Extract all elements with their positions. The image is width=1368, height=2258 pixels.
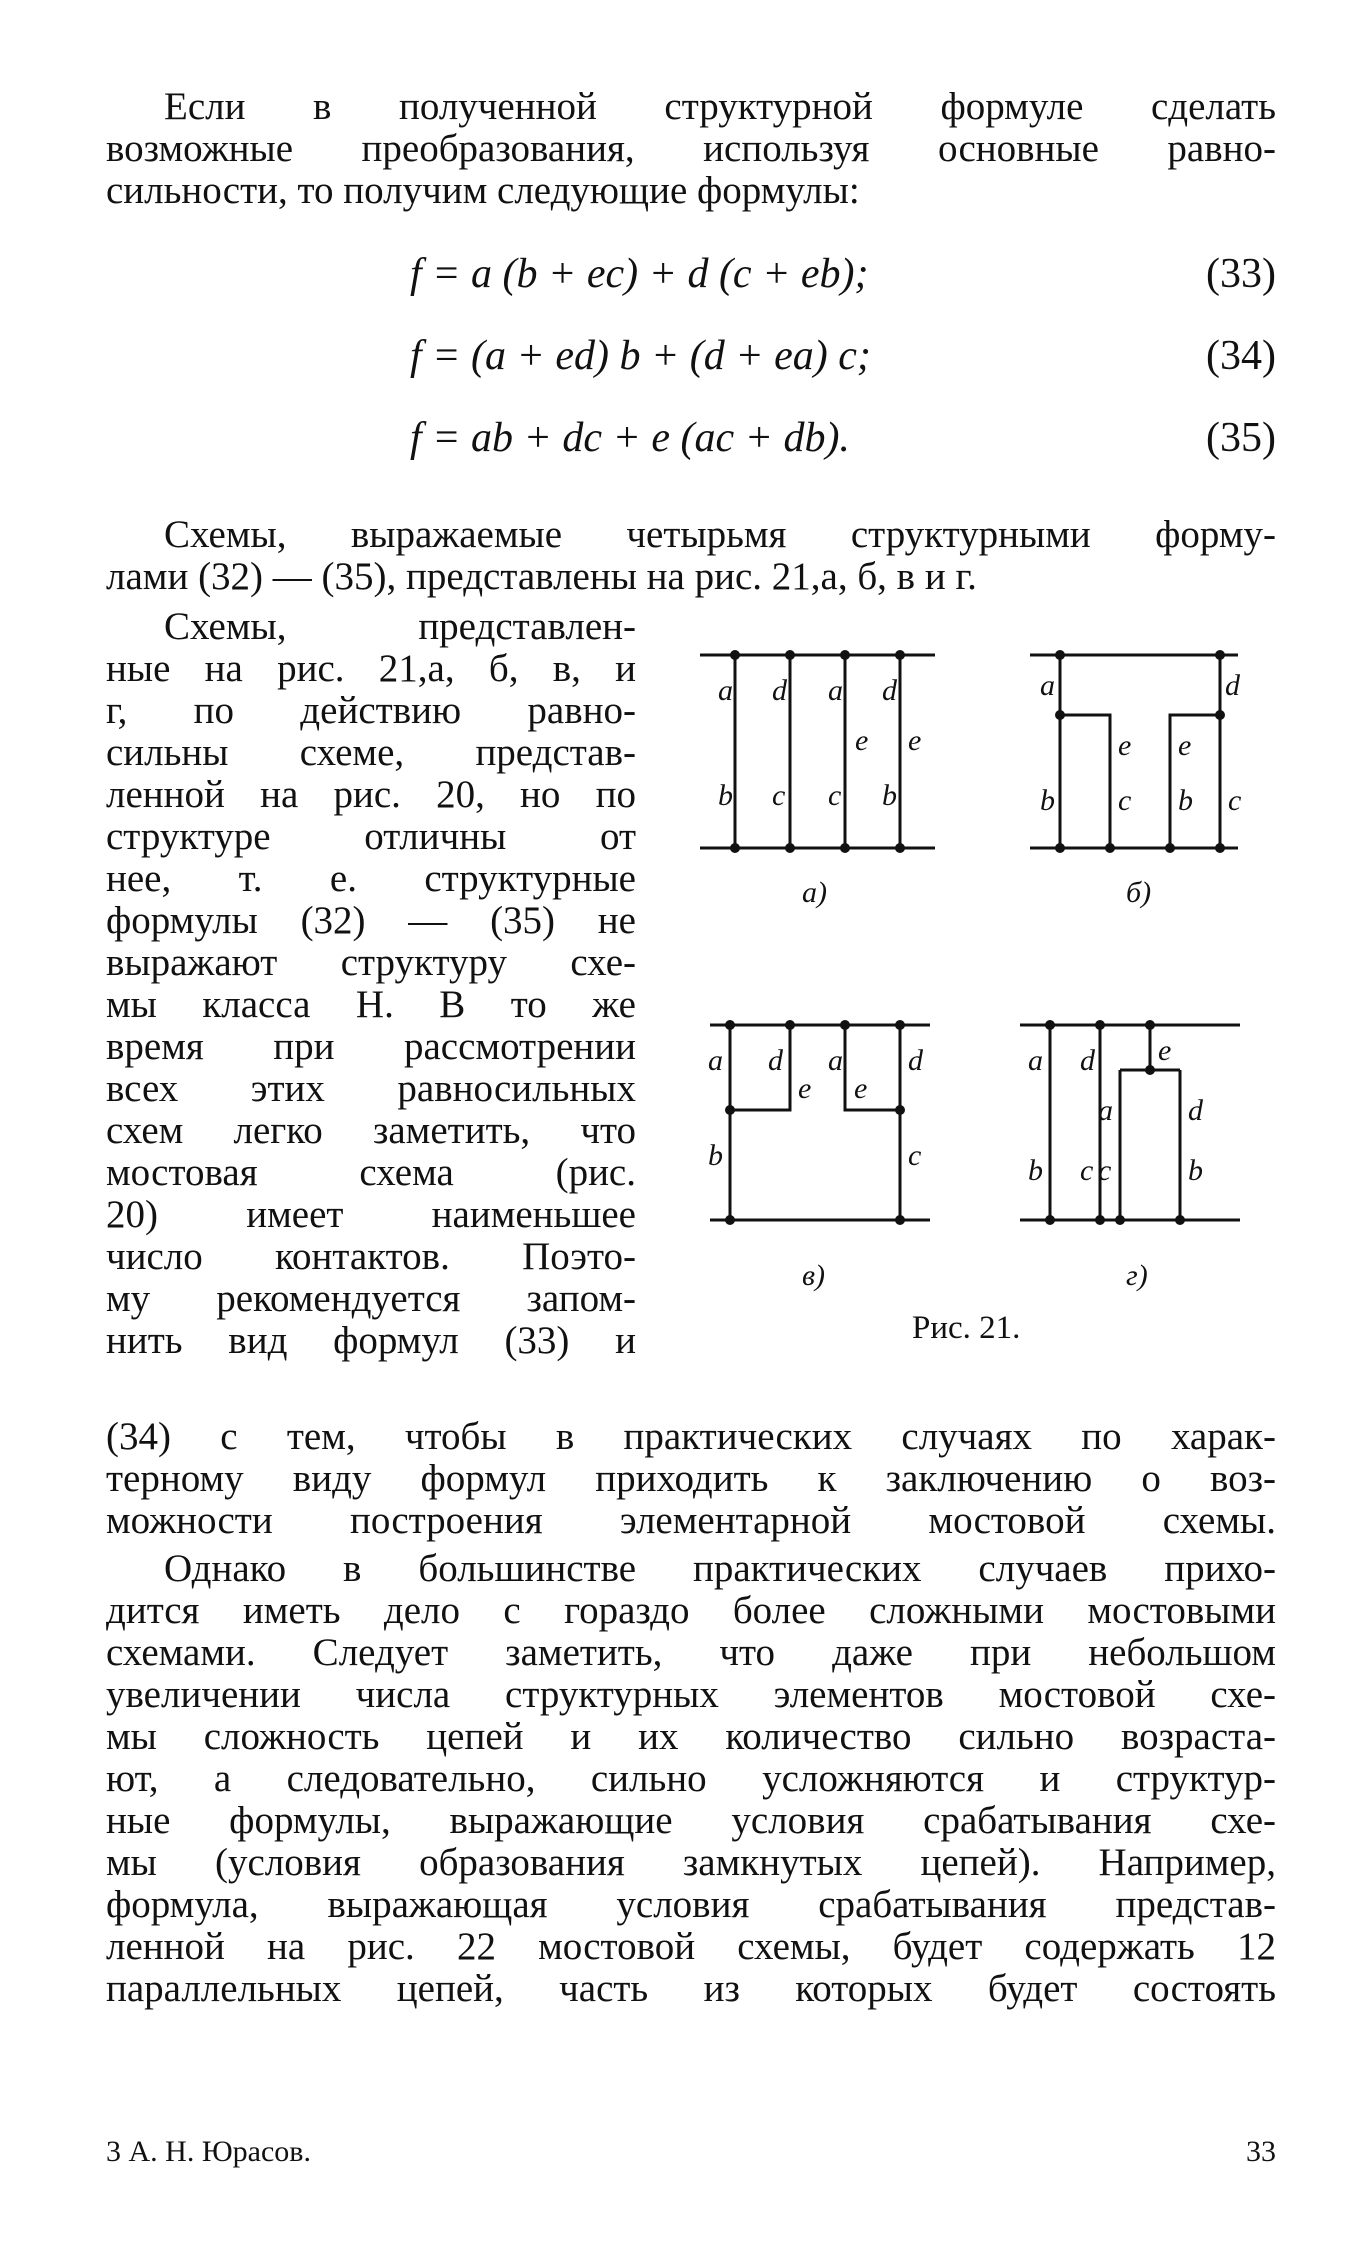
- svg-text:e: e: [1118, 729, 1132, 762]
- svg-text:c: c: [1098, 1154, 1112, 1187]
- svg-text:a: a: [828, 1044, 843, 1077]
- formula-number: (35): [1206, 415, 1276, 461]
- svg-text:e: e: [855, 724, 869, 757]
- svg-text:a: a: [1040, 669, 1055, 702]
- svg-text:c: c: [1228, 784, 1242, 817]
- svg-text:e: e: [798, 1072, 812, 1105]
- text-line: мы (условия образования замкнутых цепей). Например,: [106, 1841, 1276, 1884]
- svg-text:d: d: [908, 1044, 923, 1077]
- scheme-g: [1020, 1025, 1240, 1220]
- text-line: 20) имеет наименьшее: [106, 1193, 636, 1236]
- text-line: Если в полученной структурной формуле сделать: [164, 85, 1276, 128]
- svg-text:e: e: [854, 1072, 868, 1105]
- text-line: ные на рис. 21,а, б, в, и: [106, 647, 636, 690]
- scheme-v: [710, 1025, 930, 1220]
- text-line: схемами. Следует заметить, что даже при небольшом: [106, 1631, 1276, 1674]
- text-line: всех этих равносильных: [106, 1067, 636, 1110]
- formula-33: [0, 250, 1368, 310]
- paragraph-side: [106, 606, 636, 1362]
- formula-number: (33): [1206, 251, 1276, 297]
- text-line: схем легко заметить, что: [106, 1109, 636, 1152]
- text-line: Схемы, выражаемые четырьмя структурными форму-: [164, 513, 1276, 556]
- svg-text:e: e: [1158, 1034, 1172, 1067]
- text-line: число контактов. Поэто-: [106, 1235, 636, 1278]
- svg-text:b: b: [882, 779, 897, 812]
- text-line: лами (32) — (35), представлены на рис. 21,а, б, в и г.: [106, 555, 977, 598]
- text-line: мы сложность цепей и их количество сильно возраста-: [106, 1715, 1276, 1758]
- text-line: Схемы, представлен-: [164, 605, 636, 648]
- text-line: параллельных цепей, часть из которых будет состоять: [106, 1967, 1276, 2010]
- paragraph-continuation: [106, 1416, 1276, 1542]
- text-line: возможные преобразования, используя основные равно-: [106, 127, 1276, 170]
- text-line: увеличении числа структурных элементов мостовой схе-: [106, 1673, 1276, 1716]
- svg-text:d: d: [882, 674, 897, 707]
- text-line: структуре отличны от: [106, 815, 636, 858]
- formula-number: (34): [1206, 333, 1276, 379]
- text-line: дится иметь дело с гораздо более сложными мостовыми: [106, 1589, 1276, 1632]
- formula-expression: f = (a + ed) b + (d + ea) c;: [410, 333, 871, 379]
- formula-expression: f = a (b + ec) + d (c + eb);: [410, 251, 869, 297]
- svg-text:d: d: [1188, 1094, 1203, 1127]
- svg-text:c: c: [908, 1139, 922, 1172]
- text-line: мостовая схема (рис.: [106, 1151, 636, 1194]
- text-line: время при рассмотрении: [106, 1025, 636, 1068]
- svg-text:a: a: [1028, 1044, 1043, 1077]
- contact-schemes-diagram: [690, 620, 1290, 1360]
- svg-text:b: b: [1178, 784, 1193, 817]
- text-line: терному виду формул приходить к заключению о воз-: [106, 1457, 1276, 1500]
- paragraph-schemes: [106, 514, 1276, 598]
- figure-caption: Рис. 21.: [912, 1310, 1021, 1346]
- scheme-b: [1030, 655, 1238, 848]
- svg-text:d: d: [768, 1044, 783, 1077]
- svg-text:b: b: [1028, 1154, 1043, 1187]
- text-line: (34) с тем, чтобы в практических случаях по харак-: [106, 1415, 1276, 1458]
- svg-text:d: d: [1080, 1044, 1095, 1077]
- text-line: ленной на рис. 20, но по: [106, 773, 636, 816]
- text-line: ют, а следовательно, сильно усложняются и структур-: [106, 1757, 1276, 1800]
- formula-35: [0, 414, 1368, 474]
- text-line: можности построения элементарной мостовой схемы.: [106, 1499, 1276, 1542]
- text-line: выражают структуру схе-: [106, 941, 636, 984]
- text-line: ленной на рис. 22 мостовой схемы, будет содержать 12: [106, 1925, 1276, 1968]
- svg-text:c: c: [1118, 784, 1132, 817]
- svg-text:d: d: [772, 674, 787, 707]
- paragraph-intro: [106, 86, 1276, 212]
- text-line: мы класса Н. В то же: [106, 983, 636, 1026]
- panel-label-g: г): [1126, 1259, 1148, 1292]
- text-line: Однако в большинстве практических случаев прихо-: [164, 1547, 1276, 1590]
- text-line: формулы (32) — (35) не: [106, 899, 636, 942]
- footer-signature: 3 А. Н. Юрасов.: [106, 2135, 311, 2168]
- scheme-a: [700, 655, 935, 848]
- svg-text:b: b: [1040, 784, 1055, 817]
- svg-text:a: a: [1098, 1094, 1113, 1127]
- svg-text:b: b: [708, 1139, 723, 1172]
- panel-label-a: а): [802, 876, 827, 909]
- svg-text:c: c: [1080, 1154, 1094, 1187]
- text-line: сильности, то получим следующие формулы:: [106, 169, 860, 212]
- svg-text:a: a: [708, 1044, 723, 1077]
- svg-text:e: e: [908, 724, 922, 757]
- text-line: ные формулы, выражающие условия срабатывания схе-: [106, 1799, 1276, 1842]
- svg-text:e: e: [1178, 729, 1192, 762]
- svg-text:a: a: [718, 674, 733, 707]
- panel-label-v: в): [802, 1259, 826, 1292]
- text-line: нее, т. е. структурные: [106, 857, 636, 900]
- panel-label-b: б): [1126, 876, 1152, 909]
- text-line: г, по действию равно-: [106, 689, 636, 732]
- figure-21: [690, 620, 1290, 1360]
- formula-expression: f = ab + dc + e (ac + db).: [410, 415, 850, 461]
- svg-text:b: b: [1188, 1154, 1203, 1187]
- text-line: сильны схеме, представ-: [106, 731, 636, 774]
- svg-text:c: c: [772, 779, 786, 812]
- page-number: 33: [1246, 2135, 1276, 2168]
- svg-text:b: b: [718, 779, 733, 812]
- svg-text:a: a: [828, 674, 843, 707]
- text-line: нить вид формул (33) и: [106, 1319, 636, 1362]
- formula-34: [0, 332, 1368, 392]
- paragraph-last: [106, 1548, 1276, 2010]
- svg-text:d: d: [1225, 669, 1240, 702]
- svg-text:c: c: [828, 779, 842, 812]
- text-line: формула, выражающая условия срабатывания представ-: [106, 1883, 1276, 1926]
- text-line: му рекомендуется запом-: [106, 1277, 636, 1320]
